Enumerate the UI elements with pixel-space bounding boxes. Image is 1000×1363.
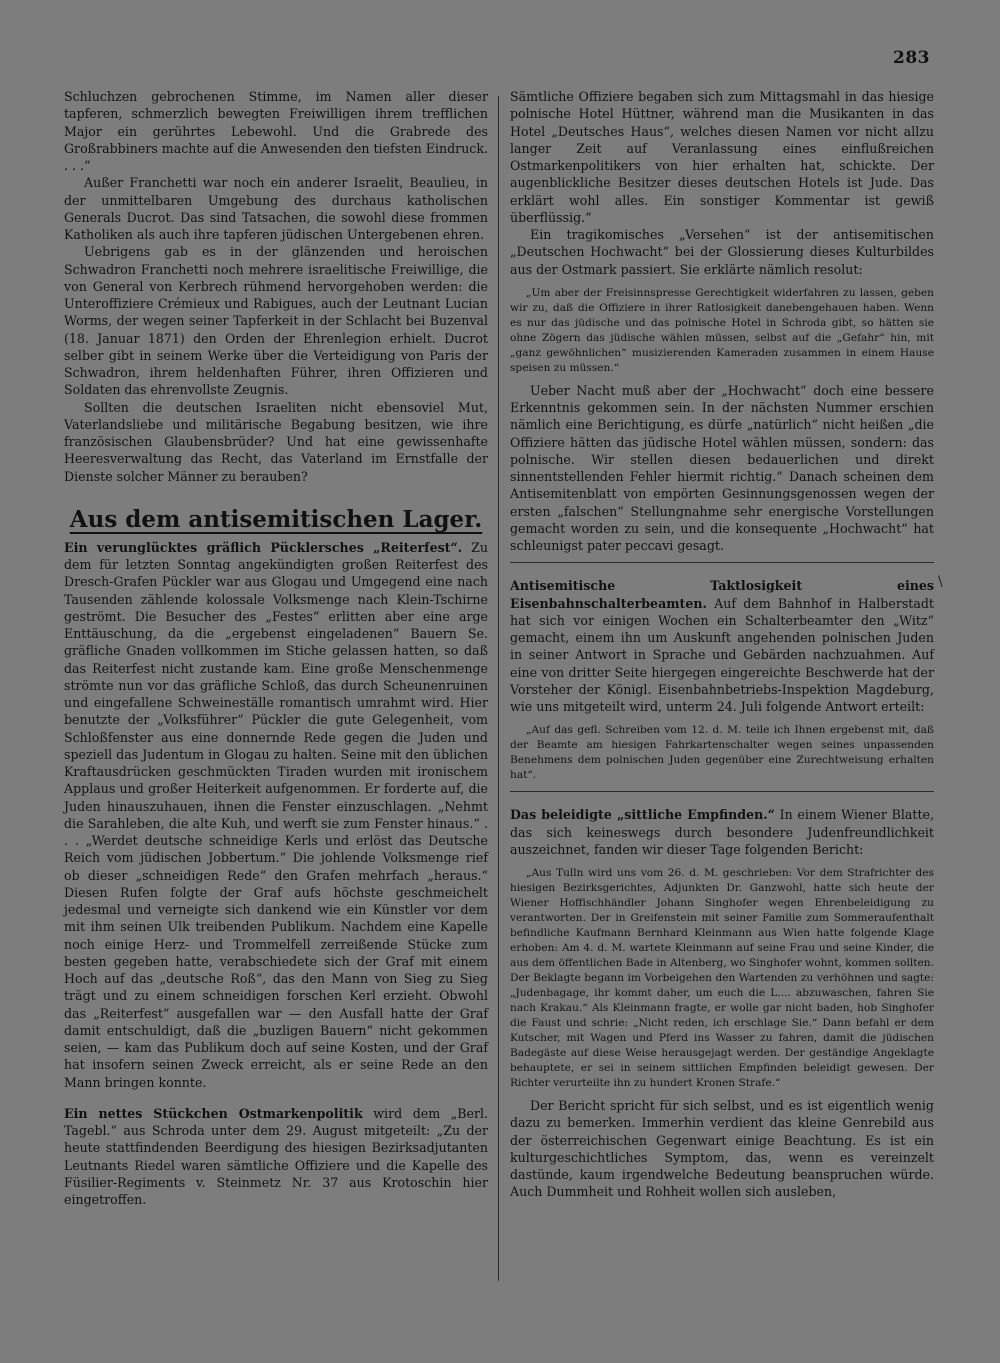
article-title: Das beleidigte „sittliche Empfinden.“ <box>510 807 775 823</box>
article-paragraph <box>64 1105 488 1209</box>
article-title: Antisemitische Taktlosigkeit eines Eisenbahnschalterbeamten. <box>510 578 934 611</box>
column-divider <box>498 96 499 1281</box>
spacer <box>64 1091 488 1105</box>
block-quote: „Aus Tulln wird uns vom 26. d. M. geschrieben: Vor dem Strafrichter des hiesigen Bezirksgerichtes, Adjunkten Dr. Ganzwohl, hatte sich heute der Wiener Hoffischhändler Johann Singhofer wegen Ehrenbeleidigung zu verantworten. Der in Greifenstein mit seiner Familie zum Sommeraufenthalt befindliche Kaufmann Bernhard Kleinmann aus Wien hatte folgende Klage erhoben: Am 4. d. M. wartete Kleinmann auf seine Frau und seine Kinder, die aus dem öffentlichen Bade in Altenberg, wo Singhofer wohnt, kommen sollten. Der Beklagte begann im Vorbeigehen den Wartenden zu verhöhnen und sagte: „Judenbagage, ihr kommt daher, um euch die L.... abzuwaschen, fahren Sie nach Krakau.“ Als Kleinmann fragte, er wolle gar nicht baden, hob Singhofer die Faust und schrie: „Nicht reden, ich erschlage Sie.“ Dann befahl er dem Kutscher, mit Wagen und Pferd ins Wasser zu fahren, damit die jüdischen Badegäste auf diese Weise herausgejagt werden. Der geständige Angeklagte behauptete, er sei in seinem sittlichen Empfinden beleidigt gewesen. Der Richter verurteilte ihn zu hundert Kronen Strafe.“ <box>510 867 934 1089</box>
left-column <box>64 88 488 1208</box>
paragraph: Sämtliche Offiziere begaben sich zum Mittagsmahl in das hiesige polnische Hotel Hüttner, während man die Musikanten in das Hotel „Deutsches Haus“, welches diesen Namen vor nicht allzu langer Zeit auf Veranlassung eines einflußreichen Ostmarkenpolitikers von hier erhalten hat, schickte. Der augenblickliche Besitzer dieses deutschen Hotels ist Jude. Das erklärt wohl alles. Ein sonstiger Kommentar ist gewiß überflüssig.“ <box>510 89 934 225</box>
page-number: 283 <box>893 48 930 68</box>
paragraph: Der Bericht spricht für sich selbst, und es ist eigentlich wenig dazu zu bemerken. Immerhin verdient das kleine Genrebild aus der österreichischen Gegenwart einige Beachtung. Es ist ein kulturgeschichtliches Symptom, das, wenn es vereinzelt dastünde, kaum irgendwelche Bedeutung beanspruchen würde. Auch Dummheit und Rohheit wollen sich ausleben, <box>510 1098 934 1200</box>
paragraph: Ueber Nacht muß aber der „Hochwacht“ doch eine bessere Erkenntnis gekommen sein. In der nächsten Nummer erschien nämlich eine Berichtigung, es dürfe „natürlich“ nicht heißen „die Offiziere hätten das jüdische Hotel wählen müssen, sondern: das polnische. Wir stellen diesen bedauerlichen und direkt sinnentstellenden Fehler hiermit richtig.“ Danach scheinen dem Antisemitenblatt von empörten Gesinnungsgenossen wegen der ersten „falschen“ Stellungnahme sehr energische Vorstellungen gemacht worden zu sein, und die konsequente „Hochwacht“ hat schleunigst pater peccavi gesagt. <box>510 382 934 553</box>
article-paragraph <box>510 806 934 858</box>
article-paragraph <box>64 539 488 1091</box>
article-body: In einem Wiener Blatte, das sich keineswegs durch besondere Judenfreundlichkeit auszeichnet, fanden wir dieser Tage folgenden Bericht: <box>510 807 934 857</box>
article-body: Auf dem Bahnhof in Halberstadt hat sich vor einigen Wochen ein Schalterbeamter den „Witz“ gemacht, einem ihn um Auskunft angehenden polnischen Juden in seiner Antwort in Sprache und Gebärden nachzuahmen. Auf eine von dritter Seite hiergegen eingereichte Beschwerde hat der Vorsteher der Königl. Eisenbahnbetriebs-Inspektion Magdeburg, wie uns mitgeteilt wird, unterm 24. Juli folgende Antwort erteilt: <box>510 595 934 714</box>
section-rule <box>510 791 934 792</box>
paragraph: Ein tragikomisches „Versehen“ ist der antisemitischen „Deutschen Hochwacht“ bei der Glossierung dieses Kulturbildes aus der Ostmark passiert. Sie erklärte nämlich resolut: <box>510 227 934 277</box>
article-body: wird dem „Berl. Tagebl.“ aus Schroda unter dem 29. August mitgeteilt: „Zu der heute stattfindenden Beerdigung des hiesigen Bezirksadjutanten Leutnants Riedel waren sämtliche Offiziere und die Kapelle des Füsilier-Regiments v. Steinmetz Nr. 37 aus Krotoschin hier eingetroffen. <box>64 1105 488 1207</box>
section-rule <box>510 562 934 563</box>
paragraph: Außer Franchetti war noch ein anderer Israelit, Beaulieu, in der unmittelbaren Umgebung des durchaus katholischen Generals Ducrot. Das sind Tatsachen, die sowohl diese frommen Katholiken als auch ihre tapferen jüdischen Untergebenen ehren. <box>64 175 488 242</box>
article-body: Zu dem für letzten Sonntag angekündigten großen Reiterfest des Dresch-Grafen Pückler war aus Glogau und Umgegend eine nach Tausenden zählende kolossale Volksmenge nach Klein-Tschirne geströmt. Die Besucher des „Festes“ erlitten aber eine arge Enttäuschung, da die „ergebenst eingeladenen“ Bauern Se. gräfliche Gnaden vollkommen im Stiche gelassen hatten, so daß das Reiterfest nicht zustande kam. Eine große Menschenmenge strömte nun vor das gräfliche Schloß, das durch Scheunenruinen und eingefallene Schweineställe romantisch umrahmt wird. Hier benutzte der „Volksführer“ Pückler die gute Gelegenheit, vom Schloßfenster aus eine donnernde Rede gegen die Juden und speziell das Judentum in Glogau zu halten. Seine mit den üblichen Kraftausdrücken geschmückten Tiraden wurden mit ironischem Applaus und großer Heiterkeit aufgenommen. Er forderte auf, die Juden hinauszuhauen, ihnen die Fenster einzuschlagen. „Nehmt die Sarahleben, die alte Kuh, und werft sie zum Fenster hinaus.“ . . . „Werdet deutsche schneidige Kerls und erlöst das Deutsche Reich vom jüdischen Jobbertum.“ Die johlende Volksmenge rief ob dieser „schneidigen Rede“ den Grafen mehrfach „heraus.“ Diesen Rufen folgte der Graf aufs höchste geschmeichelt jedesmal und verneigte sich dankend wie ein Künstler vor dem mit ihm seinen Ulk treibenden Publikum. Nachdem eine Kapelle noch einige Herz- und Trommelfell zerreißende Stücke zum besten gegeben hatte, verabschiedete sich der Graf mit einem Hoch auf das „deutsche Roß“, das den Mann von Sieg zu Sieg trägt und zu einem schneidigen forschen Kerl erzieht. Obwohl das „Reiterfest“ ausgefallen war — den Ausfall hatte der Graf damit entschuldigt, daß die „buzligen Bauern“ nicht gekommen seien, — kam das Publikum doch auf seine Kosten, und der Graf hat insofern seinen Zweck erreicht, als er seine Rede an den Mann bringen konnte. <box>64 539 488 1090</box>
section-heading: Aus dem antisemitischen Lager. <box>69 505 483 533</box>
paragraph: Sollten die deutschen Israeliten nicht ebensoviel Mut, Vaterlandsliebe und militärische Begabung besitzen, wie ihre französischen Glaubensbrüder? Und hat eine gewissenhafte Heeresverwaltung das Recht, das Vaterland im Ernstfalle der Dienste solcher Männer zu berauben? <box>64 399 488 484</box>
article-title: Ein nettes Stückchen Ostmarkenpolitik <box>64 1105 363 1121</box>
right-column <box>510 88 934 1201</box>
block-quote: „Auf das gefl. Schreiben vom 12. d. M. teile ich Ihnen ergebenst mit, daß der Beamte am hiesigen Fahrkartenschalter wegen seines unpassenden Benehmens dem polnischen Juden gegenüber eine Zurechtweisung erhalten hat“. <box>510 724 934 782</box>
paragraph: Schluchzen gebrochenen Stimme, im Namen aller dieser tapferen, schmerzlich bewegten Freiwilligen ihrem trefflichen Major ein gerührtes Lebewohl. Und die Grabrede des Großrabbiners machte auf die Anwesenden den tiefsten Eindruck. . . .“ <box>64 89 488 173</box>
article-title: Ein verunglücktes gräflich Pücklersches „Reiterfest“. <box>64 539 463 555</box>
block-quote: „Um aber der Freisinnspresse Gerechtigkeit widerfahren zu lassen, geben wir zu, daß die Offiziere in ihrer Ratlosigkeit danebengehauen haben. Wenn es nur das jüdische und das polnische Hotel in Schroda gibt, so hätten sie ohne Zögern das jüdische wählen müssen, selbst auf die „Gefahr“ hin, mit „ganz gewöhnlichen“ musizierenden Kameraden zusammen in einem Hause speisen zu müssen.“ <box>510 286 934 374</box>
margin-mark: \ <box>938 574 943 590</box>
article-paragraph <box>510 577 934 715</box>
paragraph: Uebrigens gab es in der glänzenden und heroischen Schwadron Franchetti noch mehrere israelitische Freiwillige, die von General von Kerbrech rühmend hervorgehoben werden: die Unteroffiziere Crémieux und Rabigues, auch der Leutnant Lucian Worms, der wegen seiner Tapferkeit in der Schlacht bei Buzenval (18. Januar 1871) den Orden der Ehrenlegion erhielt. Ducrot selber gibt in seinem Werke über die Verteidigung von Paris der Schwadron, ihrem heldenhaften Führer, ihren Offizieren und Soldaten das ehrenvollste Zeugnis. <box>64 244 488 398</box>
